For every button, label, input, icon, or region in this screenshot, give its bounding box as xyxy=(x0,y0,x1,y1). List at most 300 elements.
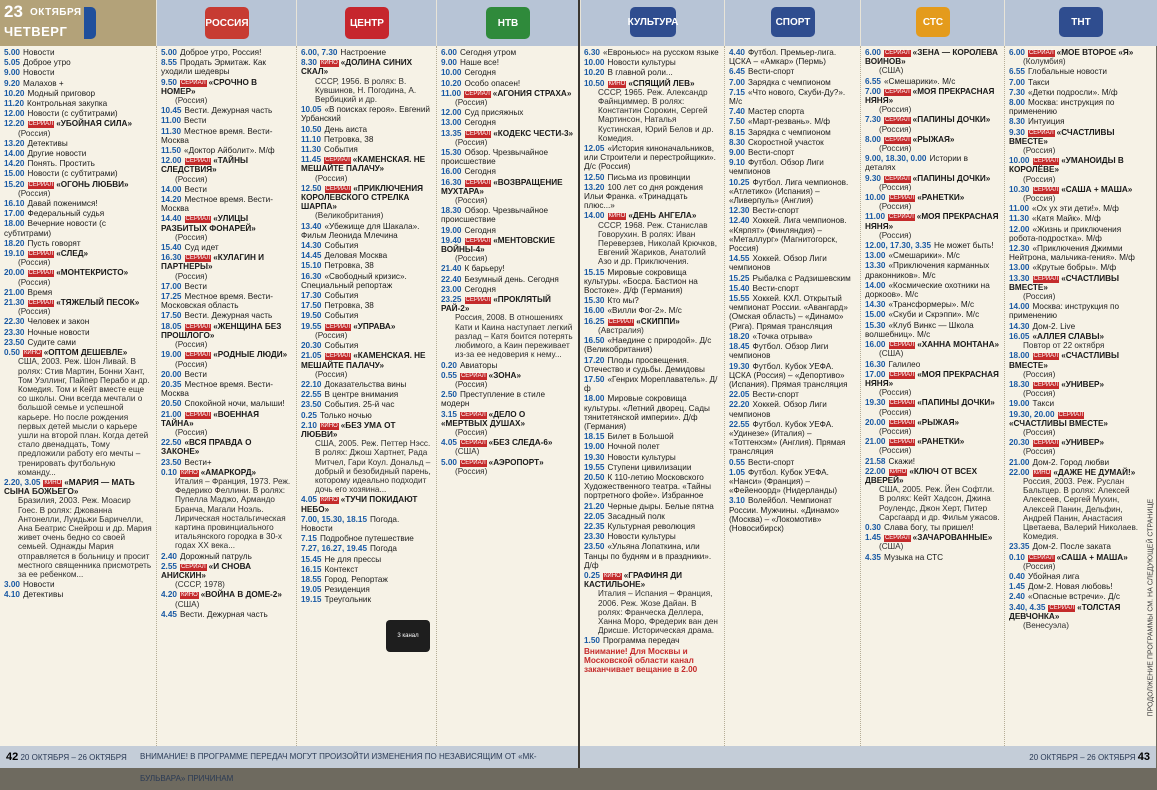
program-title: Наше все! xyxy=(459,58,499,68)
program-item xyxy=(301,565,432,574)
program-item xyxy=(301,390,432,399)
program-item xyxy=(301,48,432,57)
program-time: 0.25 xyxy=(301,410,317,420)
program-item xyxy=(441,295,574,359)
program-time: 19.00 xyxy=(161,350,182,360)
program-item xyxy=(301,251,432,260)
genre-badge: СЕРИАЛ xyxy=(185,411,211,418)
program-time: 14.30 xyxy=(1009,321,1030,331)
program-title: Треугольник xyxy=(324,595,372,605)
program-item xyxy=(301,400,432,409)
program-title: Деловая Москва xyxy=(324,251,388,261)
program-time: 6.00, 7.30 xyxy=(301,48,338,57)
program-item xyxy=(161,350,292,368)
program-time: 22.55 xyxy=(301,390,322,400)
program-time: 4.40 xyxy=(729,48,745,57)
program-title: «АЛЛЕЯ СЛАВЫ» xyxy=(1032,331,1105,341)
program-item xyxy=(4,268,152,286)
program-description: (Россия) xyxy=(879,426,912,436)
genre-badge: СЕРИАЛ xyxy=(889,371,915,378)
program-title: События xyxy=(324,291,359,301)
channel-header-7 xyxy=(860,0,1005,46)
program-title: «СРОЧНО В НОМЕР» xyxy=(161,77,258,96)
program-description: (США) xyxy=(879,66,904,76)
program-item xyxy=(301,311,432,320)
program-item xyxy=(584,432,720,441)
program-title: «УПРАВА» xyxy=(353,321,396,331)
program-title: «САША + МАША» xyxy=(1056,552,1128,562)
program-title: «ПРИКЛЮЧЕНИЯ КОРОЛЕВСКОГО СТРЕЛКА ШАРПА» xyxy=(301,183,423,212)
program-time: 12.00 xyxy=(4,109,25,119)
program-title: «САША + МАША» xyxy=(1061,184,1133,194)
program-description: Бразилия, 2003. Реж. Моасир Гоес. В ролях: Джованна Антонелли, Луидьжи Баричелли, Ана Беатрис Снейрош и др. Мария живет очень бедно со своей семьей. Однажды Мария отправляется в больницу и просит местного священника присмотреть за ее ребенком... xyxy=(18,496,152,579)
program-time: 16.30 xyxy=(301,271,322,281)
program-time: 7.40 xyxy=(729,107,745,117)
genre-badge: СЕРИАЛ xyxy=(325,323,351,330)
program-item xyxy=(441,361,574,370)
program-item xyxy=(161,185,292,194)
program-item xyxy=(1009,542,1140,551)
genre-badge: КИНО xyxy=(44,479,62,486)
program-item xyxy=(584,502,720,511)
program-time: 22.40 xyxy=(441,274,462,284)
program-item xyxy=(161,399,292,408)
program-item xyxy=(584,79,720,143)
genre-badge: КИНО xyxy=(180,469,198,476)
program-title: Письма из провинции xyxy=(607,172,691,182)
program-time: 15.10 xyxy=(301,261,322,271)
program-time: 23.30 xyxy=(4,327,25,337)
program-description: (СССР, 1978) xyxy=(175,580,225,590)
genre-badge: КИНО xyxy=(23,350,41,357)
program-time: 18.20 xyxy=(729,331,750,341)
program-title: Футбол. Премьер-лига. ЦСКА – «Амкар» (Пермь) xyxy=(729,48,837,67)
program-time: 19.00 xyxy=(441,225,462,235)
program-description: (Россия) xyxy=(175,232,208,242)
program-time: 7.00, 15.30, 18.15 xyxy=(301,514,368,524)
page-number: 42 xyxy=(6,751,19,763)
program-item xyxy=(729,48,856,66)
program-time: 22.30 xyxy=(4,317,25,327)
program-time: 6.55 xyxy=(1009,67,1025,77)
program-title: Новости (с субтитрами) xyxy=(27,109,118,119)
channel-header-3 xyxy=(296,0,437,46)
genre-badge: КИНО xyxy=(608,80,626,87)
program-title: Вести xyxy=(184,116,207,126)
channel-header-6 xyxy=(724,0,861,46)
program-description: (Россия) xyxy=(1023,292,1056,302)
program-title: «СЧАСТЛИВЫ ВМЕСТЕ» xyxy=(1009,127,1115,146)
program-time: 12.20 xyxy=(4,119,25,129)
program-title: К барьеру! xyxy=(464,264,505,274)
program-item xyxy=(4,79,152,88)
program-title: Пусть говорят xyxy=(27,238,81,248)
program-description: (Венесуэла) xyxy=(1023,620,1069,630)
program-title: «СЧАСТЛИВЫ ВМЕСТЕ» xyxy=(1009,418,1108,428)
program-time: 20.35 xyxy=(161,379,182,389)
program-title: Культурная революция xyxy=(607,521,696,531)
program-description: (Россия) xyxy=(879,202,912,212)
program-title: «ГРАФИНЯ ДИ КАСТИЛЬОНЕ» xyxy=(584,570,683,590)
program-title: «Генрих Мореплаватель». Д/ф xyxy=(584,374,718,394)
schedule-column-8 xyxy=(1004,46,1144,746)
program-title: Время xyxy=(27,287,53,297)
program-title: «ОГОНЬ ЛЮБВИ» xyxy=(56,179,129,189)
genre-badge: СЕРИАЛ xyxy=(889,439,915,446)
program-title: Хоккей. КХЛ. Открытый чемпионат России. «Авангард» (Омская область) – «Динамо» (Рига). Прямая трансляция xyxy=(729,294,848,331)
program-title: Обзор. Чрезвычайное происшествие xyxy=(441,148,549,167)
program-item xyxy=(161,311,292,320)
program-item xyxy=(301,135,432,144)
program-title: «МОЕ ВТОРОЕ «Я» xyxy=(1056,48,1134,57)
program-item xyxy=(1009,156,1140,184)
program-title: Вести xyxy=(184,184,207,194)
program-item xyxy=(1009,458,1140,467)
program-time: 19.15 xyxy=(301,595,322,605)
program-time: 22.35 xyxy=(584,521,605,531)
program-item xyxy=(161,116,292,125)
program-time: 13.00 xyxy=(441,118,462,128)
program-time: 15.15 xyxy=(584,267,605,277)
program-time: 4.20 xyxy=(161,590,177,600)
program-title: Петровка, 38 xyxy=(324,261,374,271)
program-item xyxy=(4,249,152,267)
program-title: Вести-спорт xyxy=(752,390,799,400)
program-title: «История киноначальников, или Строители и перестройщики». Д/с (Россия) xyxy=(584,144,716,172)
program-title: «Скуби и Скрэппи». М/с xyxy=(888,310,980,320)
program-description: (Россия) xyxy=(1023,146,1056,156)
genre-badge: КИНО xyxy=(320,60,338,67)
program-item xyxy=(301,585,432,594)
genre-badge: СЕРИАЛ xyxy=(465,297,491,304)
program-item xyxy=(161,78,292,106)
program-title: Не может быть! xyxy=(934,241,994,251)
program-title: «СЛЕД» xyxy=(56,249,89,259)
program-time: 15.55 xyxy=(729,294,750,304)
program-title: Местное время. Вести-Москва xyxy=(161,379,273,399)
program-title: Интуиция xyxy=(1027,117,1065,127)
program-time: 10.20 xyxy=(441,78,462,88)
program-time: 18.30 xyxy=(1009,379,1030,389)
program-item xyxy=(301,495,432,513)
program-item xyxy=(584,356,720,374)
genre-badge: СЕРИАЛ xyxy=(28,300,54,307)
program-title: «ТУЧИ ПОКИДАЮТ НЕБО» xyxy=(301,495,418,514)
program-title: Сегодня xyxy=(464,284,496,294)
channel-logo: ЦЕНТР xyxy=(345,7,389,39)
program-description: (Россия) xyxy=(879,124,912,134)
program-description: (Россия) xyxy=(175,359,208,369)
program-item xyxy=(584,636,720,645)
program-title: «БЕЗ УМА ОТ ЛЮБВИ» xyxy=(301,420,396,439)
program-title: «Приключения карманных драконников». М/с xyxy=(865,261,990,280)
program-time: 22.10 xyxy=(301,379,322,389)
program-time: 16.15 xyxy=(301,564,322,574)
program-item xyxy=(4,239,152,248)
program-time: 13.35 xyxy=(441,128,462,138)
program-description: (Россия) xyxy=(18,258,51,268)
program-item xyxy=(161,106,292,115)
program-item xyxy=(729,67,856,76)
program-item xyxy=(4,180,152,198)
program-item xyxy=(161,156,292,184)
program-time: 23.25 xyxy=(441,295,462,305)
program-time: 23.50 xyxy=(161,457,182,467)
program-item xyxy=(1009,582,1140,591)
date-day: 23 xyxy=(4,2,23,21)
program-title: «ТЯЖЕЛЫЙ ПЕСОК» xyxy=(56,298,140,308)
program-title: «КАМЕНСКАЯ. НЕ МЕШАЙТЕ ПАЛАЧУ» xyxy=(301,155,426,174)
program-time: 18.30 xyxy=(441,206,462,216)
program-item xyxy=(161,243,292,252)
program-item xyxy=(161,380,292,398)
program-title: Детективы xyxy=(27,138,68,148)
genre-badge: СЕРИАЛ xyxy=(1033,353,1059,360)
program-title: Давай поженимся! xyxy=(27,199,98,209)
program-title: «ДАЖЕ НЕ ДУМАЙ!» xyxy=(1053,467,1136,477)
program-item xyxy=(729,400,856,418)
program-item xyxy=(865,115,1000,133)
program-title: «РОДНЫЕ ЛЮДИ» xyxy=(213,350,288,360)
program-time: 6.30 xyxy=(584,48,600,57)
program-title: «УЛИЦЫ РАЗБИТЫХ ФОНАРЕЙ» xyxy=(161,214,256,233)
program-title: «Жизнь и приключения робота-подростка». М/ф xyxy=(1009,224,1122,243)
program-title: «УНИВЕР» xyxy=(1061,438,1105,448)
genre-badge: КИНО xyxy=(320,422,338,429)
genre-badge: СЕРИАЛ xyxy=(185,323,211,330)
program-item xyxy=(584,375,720,393)
program-time: 14.00 xyxy=(584,211,605,221)
genre-badge: СЕРИАЛ xyxy=(1033,381,1059,388)
program-time: 17.20 xyxy=(584,355,605,365)
left-footer xyxy=(0,746,578,783)
program-title: Новости (с субтитрами) xyxy=(27,169,118,179)
program-time: 3.00 xyxy=(4,580,20,590)
program-item xyxy=(729,88,856,106)
program-description: (Россия) xyxy=(879,182,912,192)
program-item xyxy=(441,148,574,166)
page-number: 43 xyxy=(1137,751,1150,763)
program-time: 17.50 xyxy=(301,301,322,311)
program-title: Особо опасен! xyxy=(464,78,521,88)
schedule-column-5 xyxy=(580,46,724,746)
program-time: 10.00 xyxy=(584,58,605,68)
program-time: 10.50 xyxy=(301,124,322,134)
program-time: 18.05 xyxy=(161,321,182,331)
program-description: (Россия) xyxy=(1023,561,1056,571)
program-item xyxy=(865,553,1000,562)
program-title: Ночной полет xyxy=(607,442,660,452)
program-item xyxy=(865,281,1000,299)
program-title: Футбол. Кубок УЕФА. ЦСКА (Россия) – «Депортиво» (Испания). Прямая трансляция xyxy=(729,361,848,389)
genre-badge: СЕРИАЛ xyxy=(884,88,910,95)
program-item xyxy=(1009,263,1140,272)
program-title: События xyxy=(324,145,358,155)
program-description: (Россия) xyxy=(879,388,912,398)
program-time: 5.00 xyxy=(161,48,177,57)
program-item xyxy=(441,89,574,107)
program-title: «КУЛАГИН И ПАРТНЕРЫ» xyxy=(161,253,265,272)
genre-badge: СЕРИАЛ xyxy=(460,372,486,379)
program-title: Футбол. Лига чемпионов. «Атлетико» (Испания) – «Ливерпуль» (Англия) xyxy=(729,177,849,206)
program-title: «ТОЛСТАЯ ДЕВЧОНКА» xyxy=(1009,602,1121,621)
program-time: 16.25 xyxy=(584,316,605,326)
program-item xyxy=(1009,274,1140,302)
program-description: (Россия) xyxy=(1023,447,1056,457)
program-item xyxy=(729,178,856,206)
genre-badge: КИНО xyxy=(320,497,338,504)
program-time: 0.40 xyxy=(1009,571,1025,581)
program-title: Авиаторы xyxy=(459,360,498,370)
program-time: 23.35 xyxy=(1009,542,1030,552)
program-item xyxy=(4,139,152,148)
genre-badge: СЕРИАЛ xyxy=(1028,50,1054,56)
program-time: 6.45 xyxy=(729,67,745,77)
program-title: «ПАПИНЫ ДОЧКИ» xyxy=(912,173,991,183)
program-time: 14.30 xyxy=(865,300,886,310)
program-title: Понять. Простить xyxy=(27,159,95,169)
program-time: 16.30 xyxy=(161,253,182,263)
program-item xyxy=(4,89,152,98)
program-time: 8.30 xyxy=(301,58,317,68)
program-time: 15.40 xyxy=(161,243,182,253)
program-item xyxy=(301,351,432,379)
program-title: «И СНОВА АНИСКИН» xyxy=(161,561,251,580)
program-description: (Россия) xyxy=(879,105,912,115)
genre-badge: СЕРИАЛ xyxy=(325,185,351,192)
program-item xyxy=(441,58,574,67)
program-description: Россия, 2003. Реж. Руслан Бальтцер. В ролях: Алексей Алексеев, Сергей Мухин, Алексей Панин, Дельфин, Андрей Панин, Анастасия Цветаева, Валерий Николаев. Комедия. xyxy=(1023,476,1139,542)
program-title: «МОЯ ПРЕКРАСНАЯ НЯНЯ» xyxy=(865,369,999,388)
program-item xyxy=(441,226,574,235)
genre-badge: СЕРИАЛ xyxy=(1049,604,1075,611)
program-title: Вести xyxy=(184,281,207,291)
program-time: 18.00 xyxy=(584,394,605,404)
genre-badge: СЕРИАЛ xyxy=(889,400,915,407)
program-time: 0.55 xyxy=(441,370,457,380)
right-header xyxy=(580,0,1156,46)
program-title: Малахов + xyxy=(22,78,64,88)
program-time: 16.00 xyxy=(584,306,605,316)
program-time: 11.30 xyxy=(161,126,182,136)
program-time: 7.00 xyxy=(729,77,745,87)
program-time: 18.45 xyxy=(729,342,750,352)
program-item xyxy=(4,159,152,168)
program-item xyxy=(584,183,720,211)
schedule-column-2 xyxy=(156,46,296,746)
program-title: Продать Эрмитаж. Как уходили шедевры xyxy=(161,58,266,77)
program-title: Преступление в стиле модерн xyxy=(441,390,546,409)
program-time: 19.30 xyxy=(865,398,886,408)
program-time: 9.30 xyxy=(1009,127,1025,137)
program-item xyxy=(161,438,292,456)
program-title: «Убежище для Шакала». Фильм Леонида Млечина xyxy=(301,221,420,240)
genre-badge: СЕРИАЛ xyxy=(465,179,491,186)
program-item xyxy=(865,467,1000,522)
program-item xyxy=(301,380,432,389)
program-title: «ПАПИНЫ ДОЧКИ» xyxy=(917,398,995,408)
program-item xyxy=(1009,380,1140,398)
program-item xyxy=(161,458,292,467)
channel-header-4 xyxy=(436,0,579,46)
program-time: 4.05 xyxy=(441,438,457,448)
program-title: «Катя Майк». М/ф xyxy=(1032,214,1101,224)
program-time: 16.00 xyxy=(865,340,886,350)
program-description: СССР, 1965. Реж. Александр Файнциммер. В ролях: Константин Сорокин, Сергей Мартинсон, Наталья Кустинская, Юрий Белов и др. Комедия. xyxy=(598,87,714,143)
program-item xyxy=(865,321,1000,339)
program-time: 20.00 xyxy=(4,268,25,278)
program-time: 23.30 xyxy=(584,532,605,542)
program-title: В центре внимания xyxy=(324,390,399,400)
program-item xyxy=(301,341,432,350)
program-time: 15.30 xyxy=(441,148,462,158)
program-item xyxy=(301,145,432,154)
program-description: (Россия) xyxy=(175,174,208,184)
program-item xyxy=(4,298,152,316)
program-description: (Россия) xyxy=(455,137,488,147)
program-item xyxy=(729,254,856,272)
program-item xyxy=(865,360,1000,369)
program-title: «СЧАСТЛИВЫ ВМЕСТЕ» xyxy=(1009,273,1120,292)
program-title: Вести. Дежурная часть xyxy=(184,311,273,321)
program-time: 16.05 xyxy=(1009,331,1030,341)
program-title: «Смешарики». М/с xyxy=(888,251,960,261)
genre-badge: СЕРИАЛ xyxy=(460,440,486,447)
program-time: 7.50 xyxy=(729,117,745,127)
program-description: (Россия) xyxy=(18,128,51,138)
program-item xyxy=(161,58,292,76)
program-item xyxy=(1009,592,1140,601)
program-description: (Россия) xyxy=(1023,389,1056,399)
program-title: Погода. Новости xyxy=(301,514,400,533)
program-time: 12.50 xyxy=(584,172,605,182)
program-item xyxy=(865,241,1000,250)
program-time: 8.55 xyxy=(161,58,177,68)
program-item xyxy=(1009,67,1140,76)
program-item xyxy=(1009,185,1140,203)
program-item xyxy=(729,496,856,533)
program-time: 11.30 xyxy=(1009,214,1030,224)
program-title: Рыбалка с Радзишевским xyxy=(752,273,851,283)
program-time: 12.40 xyxy=(729,216,750,226)
program-title: Город. Репортаж xyxy=(324,574,388,584)
program-title: Безумный день. Сегодня xyxy=(464,274,559,284)
program-time: 1.50 xyxy=(584,636,600,646)
program-description: (Россия) xyxy=(455,98,488,108)
channel-logo: ТНТ xyxy=(1059,7,1103,37)
program-item xyxy=(4,348,152,477)
program-item xyxy=(584,68,720,77)
program-title: Детективы xyxy=(22,590,64,600)
program-title: Контрольная закупка xyxy=(27,99,108,109)
program-item xyxy=(729,274,856,283)
program-time: 7.30 xyxy=(865,115,881,125)
genre-badge: СЕРИАЛ xyxy=(1033,275,1059,282)
program-description: (Россия) xyxy=(1023,369,1056,379)
program-item xyxy=(865,212,1000,240)
program-time: 14.00 xyxy=(1009,302,1030,312)
program-item xyxy=(301,411,432,420)
program-time: 6.00 xyxy=(441,48,457,57)
program-title: Суд идет xyxy=(184,243,219,253)
program-time: 14.55 xyxy=(729,254,750,264)
program-time: 9.00, 18.30, 0.00 xyxy=(865,154,927,164)
program-item xyxy=(865,418,1000,436)
program-time: 21.00 xyxy=(865,437,886,447)
genre-badge: СЕРИАЛ xyxy=(28,251,54,258)
program-title: «ДЕНЬ АНГЕЛА» xyxy=(628,211,697,221)
program-title: События xyxy=(324,311,359,321)
